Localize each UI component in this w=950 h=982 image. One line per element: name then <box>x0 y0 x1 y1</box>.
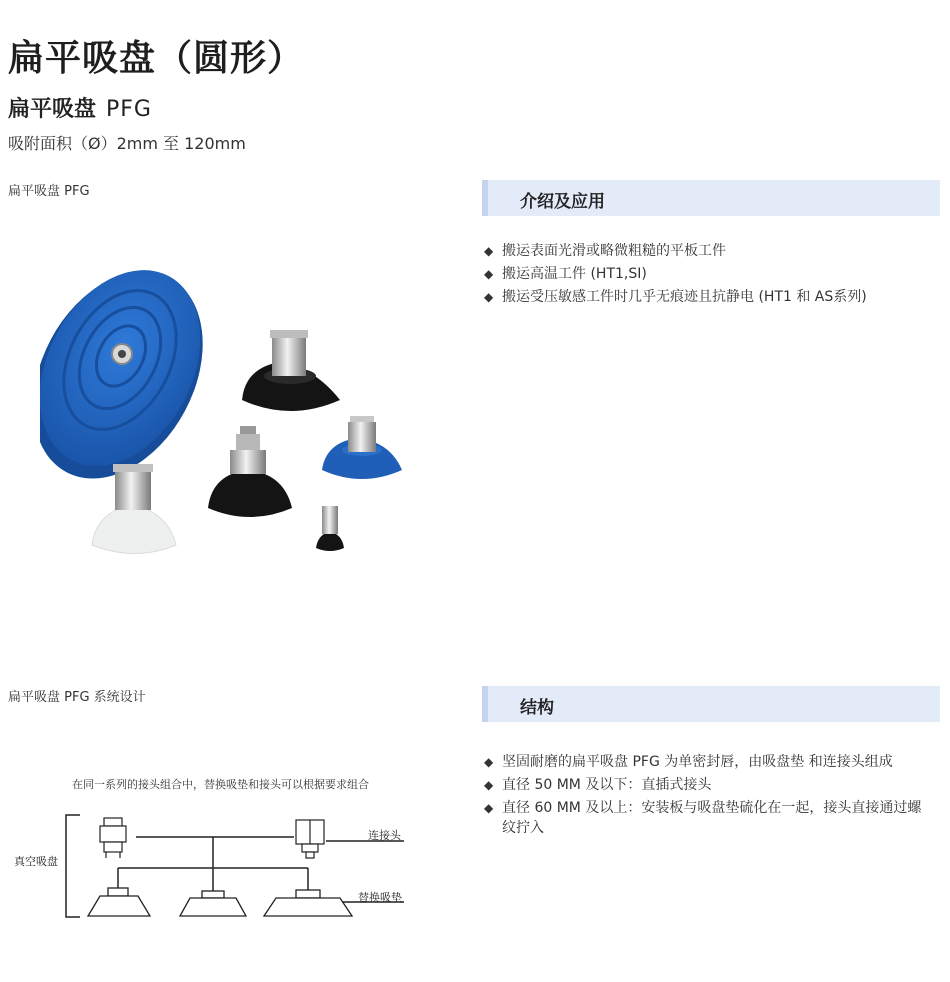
nipple-connector-icon <box>100 818 126 858</box>
list-item: ◆ 直径 60 MM 及以上：安装板与吸盘垫硫化在一起，接头直接通过螺纹拧入 <box>484 800 922 836</box>
connector-label: 连接头 <box>368 829 401 842</box>
structure-list <box>484 752 929 841</box>
subtitle-name: 扁平吸盘 <box>8 97 97 122</box>
list-item: ◆ 搬运表面光滑或略微粗糙的平板工件 <box>484 243 726 259</box>
subtitle-code: PFG <box>106 97 152 122</box>
size-range: 吸附面积（Ø）2mm 至 120mm <box>8 134 246 153</box>
black-cup-large <box>242 330 340 411</box>
diamond-bullet-icon: ◆ <box>484 755 494 769</box>
intro-panel-header <box>482 180 940 216</box>
list-item: ◆ 搬运高温工件 (HT1,SI) <box>484 266 647 282</box>
diamond-bullet-icon: ◆ <box>484 244 494 258</box>
list-item: ◆ 搬运受压敏感工件时几乎无痕迹且抗静电 (HT1 和 AS系列) <box>484 289 867 305</box>
suction-pad-icon <box>180 891 246 916</box>
blue-cup-small <box>322 416 402 479</box>
intro-list <box>484 241 867 310</box>
diamond-bullet-icon: ◆ <box>484 290 494 304</box>
suction-pad-icon <box>88 888 150 916</box>
photo-caption: 扁平吸盘 PFG <box>8 184 90 199</box>
diagram-note: 在同一系列的接头组合中，替换吸垫和接头可以根据要求组合 <box>72 778 369 791</box>
product-subtitle <box>8 92 152 123</box>
suction-cups-photo <box>40 250 410 570</box>
suction-pad-icon <box>264 890 352 916</box>
list-item: ◆ 坚固耐磨的扁平吸盘 PFG 为单密封唇，由吸盘垫 和连接头组成 <box>484 754 893 770</box>
diamond-bullet-icon: ◆ <box>484 801 494 815</box>
diamond-bullet-icon: ◆ <box>484 267 494 281</box>
list-item: ◆ 直径 50 MM 及以下：直插式接头 <box>484 777 712 793</box>
pad-label: 替换吸垫 <box>358 891 402 904</box>
black-cup-medium <box>208 426 292 517</box>
structure-panel-title: 结构 <box>520 698 554 718</box>
page-title: 扁平吸盘（圆形） <box>8 38 305 79</box>
diamond-bullet-icon: ◆ <box>484 778 494 792</box>
intro-panel-title: 介绍及应用 <box>520 192 605 212</box>
female-connector-icon <box>296 820 324 858</box>
white-cup <box>92 464 176 554</box>
structure-panel-header <box>482 686 940 722</box>
vacuum-cup-label: 真空吸盘 <box>14 855 58 868</box>
system-design-diagram <box>0 760 470 960</box>
mini-cup <box>316 506 344 551</box>
diagram-caption: 扁平吸盘 PFG 系统设计 <box>8 690 146 705</box>
